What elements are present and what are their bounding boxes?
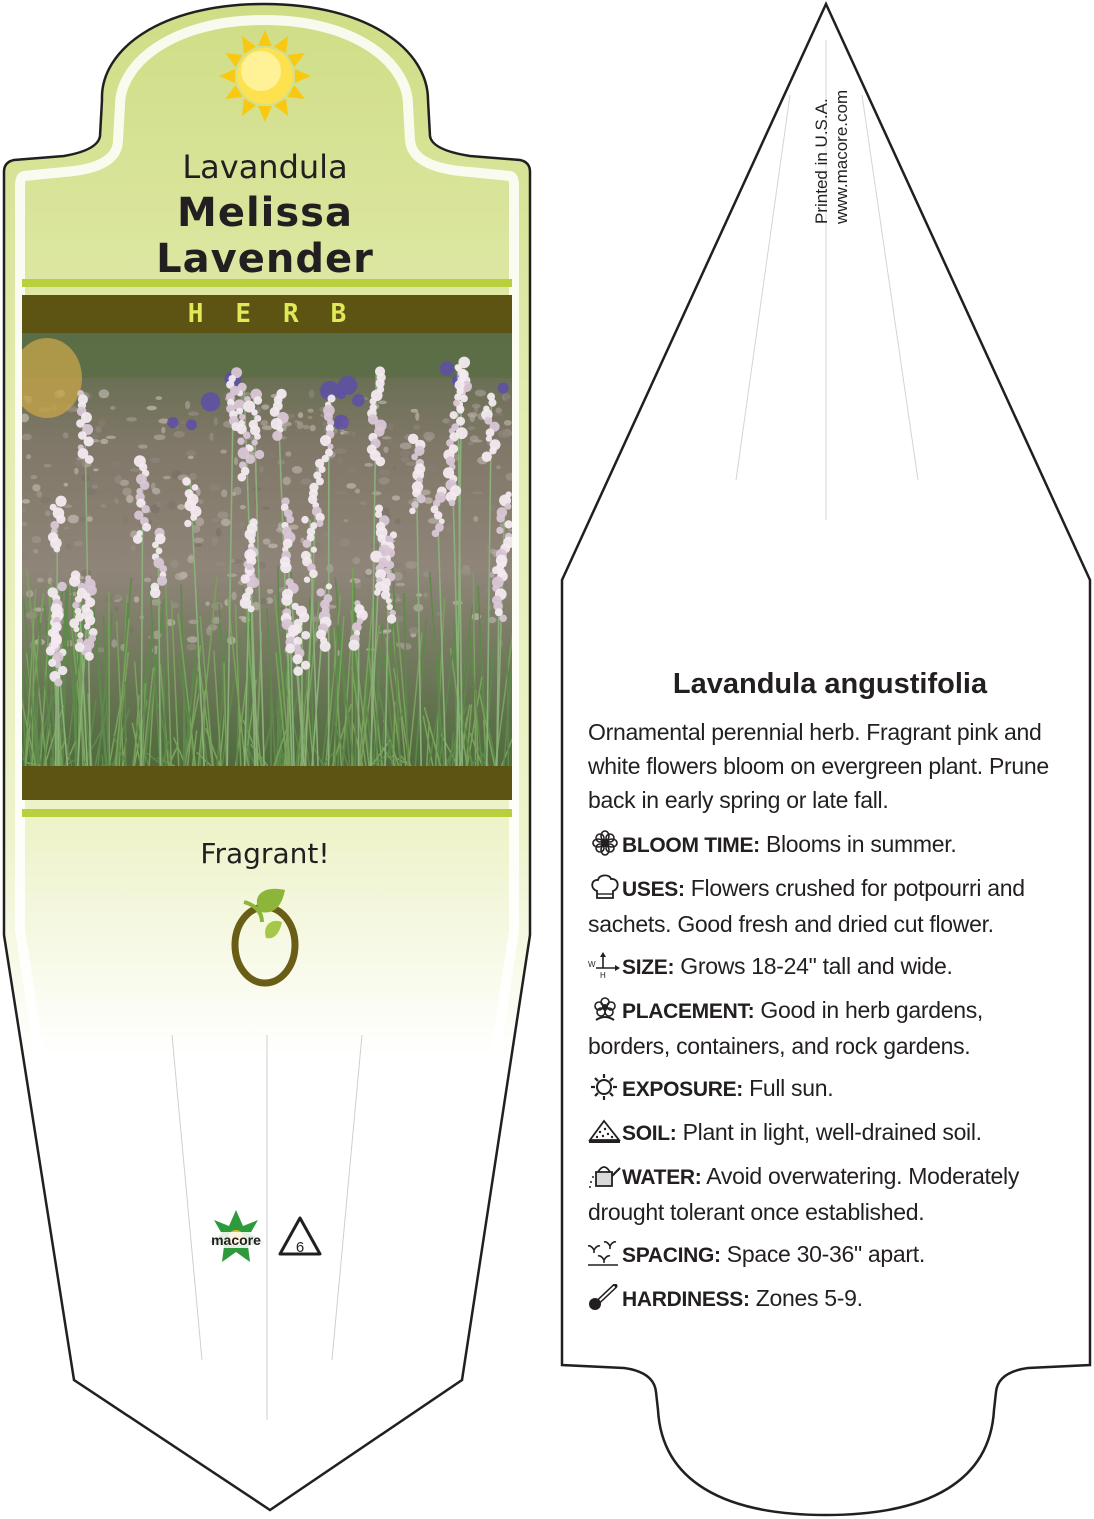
attribute-row [588,1237,1058,1273]
description: Ornamental perennial herb. Fragrant pink and white flowers bloom on evergreen plant. Prune back in early spring or late fall. [588,719,1049,813]
flower-icon [588,830,622,856]
size-arrows-icon [588,952,622,978]
attribute-label: PLACEMENT: [622,1000,755,1023]
attribute-row [588,949,1058,985]
botanical-name: Lavandula angustifolia [672,668,988,700]
attribute-label: SPACING: [622,1244,721,1267]
attribute-label: SIZE: [622,956,675,979]
attribute-text: Blooms in summer. [759,831,957,857]
attribute-label: SOIL: [622,1122,677,1145]
printed-in-usa: Printed in U.S.A. [812,98,831,224]
attribute-row [588,1115,1058,1151]
garden-placement-icon [588,996,622,1022]
attribute-row [588,1159,1058,1229]
sun-exposure-icon [588,1074,622,1100]
chef-hat-icon [588,874,622,900]
attribute-row [588,1281,1058,1317]
attribute-row [588,827,1058,863]
thermometer-icon [588,1284,622,1310]
attribute-text: Flowers crushed for potpourri and sachets. Good fresh and dried cut flower. [588,875,1025,937]
website: www.macore.com [832,89,851,224]
attribute-label: BLOOM TIME: [622,834,760,857]
attribute-text: Zones 5-9. [749,1285,863,1311]
soil-pile-icon [588,1118,622,1144]
category-label: HERB [187,299,379,329]
plant-name-line2: Lavender [156,236,374,282]
attribute-text: Plant in light, well-drained soil. [676,1119,982,1145]
attribute-row [588,871,1058,941]
svg-text:H: H [600,971,606,978]
attribute-text: Avoid overwatering. Moderately drought tolerant once established. [588,1163,1020,1225]
attribute-row [588,1071,1058,1107]
attribute-label: WATER: [622,1166,702,1189]
svg-text:W: W [588,960,596,969]
attribute-text: Full sun. [743,1075,834,1101]
care-info [588,715,1058,1325]
tagline: Fragrant! [200,837,330,870]
attribute-text: Grows 18-24" tall and wide. [674,953,953,979]
plant-name-line1: Melissa [177,190,353,236]
watering-can-icon [588,1162,622,1188]
attribute-label: USES: [622,878,685,901]
attribute-text: Space 30-36" apart. [720,1241,925,1267]
brand-name: macore [211,1232,261,1248]
spacing-sprouts-icon [588,1240,622,1266]
attribute-label: HARDINESS: [622,1288,750,1311]
attribute-label: EXPOSURE: [622,1078,743,1101]
print-info [812,90,852,224]
recycle-code: 6 [295,1239,305,1256]
plant-genus: Lavandula [182,148,348,186]
attribute-row [588,993,1058,1063]
attribute-text: Good in herb gardens, borders, containers, and rock gardens. [588,997,984,1059]
